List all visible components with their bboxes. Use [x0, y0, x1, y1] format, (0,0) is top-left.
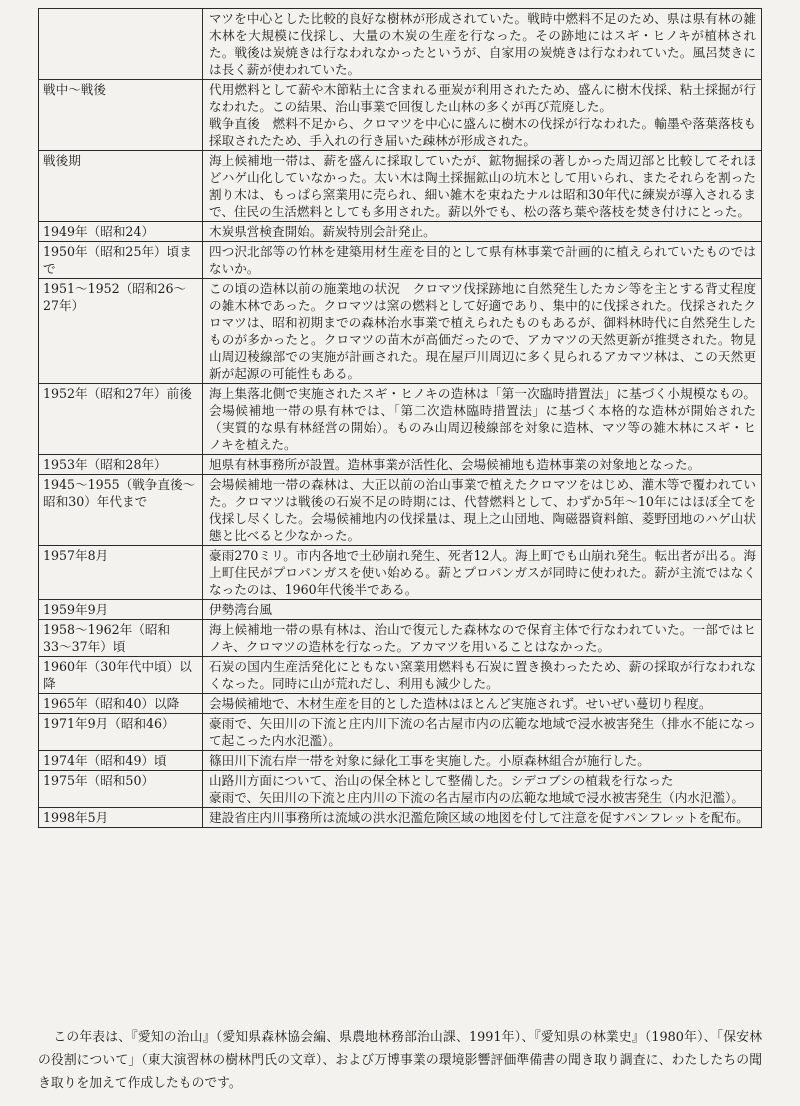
table-row	[39, 694, 762, 714]
event-cell	[203, 279, 762, 384]
period-text: 戦中〜戦後	[43, 82, 106, 97]
period-text: 1959年9月	[43, 602, 109, 617]
period-cell	[39, 384, 203, 455]
period-cell	[39, 657, 203, 694]
event-cell	[203, 600, 762, 620]
period-text: 1975年（昭和50）	[43, 773, 155, 788]
table-row	[39, 242, 762, 279]
period-text: 1974年（昭和49）頃	[43, 753, 167, 768]
event-cell	[203, 242, 762, 279]
event-cell	[203, 151, 762, 222]
period-text: 1965年（昭和40）以降	[43, 696, 180, 711]
period-text: 1952年（昭和27年）前後	[43, 386, 192, 401]
event-cell	[203, 657, 762, 694]
event-cell	[203, 714, 762, 751]
event-text: この頃の造林以前の施業地の状況 クロマツ伐採跡地に自然発生したカシ等を主とする背丈程度の雑木林であった。クロマツは窯の燃料として好適であり、集中的に伐採された。伐採されたクロマツは、昭和初期までの森林治水事業で植えられたものもあるが、御料林時代に自然発生したものが多かったと。クロマツの苗木が高価だったので、アカマツの天然更新が推奨された。物見山周辺稜線部での実施が計画された。現在屋戸川周辺に多く見られるアカマツ林は、この天然更新が起源の可能性もある。	[209, 281, 756, 381]
period-text: 戦後期	[43, 153, 81, 168]
event-text: 建設省庄内川事務所は流域の洪水氾濫危険区域の地図を付して注意を促すパンフレットを配布。	[209, 810, 749, 825]
period-cell	[39, 808, 203, 828]
event-cell	[203, 694, 762, 714]
event-text: 豪雨270ミリ。市内各地で土砂崩れ発生、死者12人。海上町でも山崩れ発生。転出者が出る。海上町住民がプロパンガスを使い始める。薪とプロパンガスが同時に使われた。薪が主流ではなくなったのは、1960年代後半である。	[209, 548, 756, 597]
table-row	[39, 80, 762, 151]
event-text: 代用燃料として薪や木節粘土に含まれる亜炭が利用されたため、盛んに樹木伐採、粘土採掘が行なわれた。この結果、治山事業で回復した山林の多くが再び荒廃した。 戦争直後 燃料不足から、クロマツを中心に盛んに樹木の伐採が行なわれた。輸墨や落葉落枝も採取されたため、手入れの行き届いた疎林が形成された。	[209, 82, 756, 148]
table-row	[39, 455, 762, 475]
table-row	[39, 384, 762, 455]
table-row	[39, 546, 762, 600]
table-row	[39, 751, 762, 771]
period-cell	[39, 279, 203, 384]
event-text: 伊勢湾台風	[209, 602, 272, 617]
period-cell	[39, 751, 203, 771]
event-text: 会場候補地一帯の森林は、大正以前の治山事業で植えたクロマツをはじめ、灌木等で覆われていた。クロマツは戦後の石炭不足の時期には、代替燃料として、わずか5年〜10年にはほぼ全てを伐採し尽くした。会場候補地内の伐採量は、現上之山団地、陶磁器資料館、菱野団地のハゲ山状態と比べると少なかった。	[209, 477, 756, 543]
period-cell	[39, 80, 203, 151]
period-text: 1949年（昭和24）	[43, 224, 155, 239]
period-text: 1958〜1962年（昭和33〜37年）頃	[43, 622, 171, 654]
event-text: マツを中心とした比較的良好な樹林が形成されていた。戦時中燃料不足のため、県は県有林の雑木林を大規模に伐採し、大量の木炭の生産を行なった。その跡地にはスギ・ヒノキが植林された。戦後は炭焼きは行なわれなかったというが、自家用の炭焼きは行なわれていた。風呂焚きには長く薪が使われていた。	[209, 11, 756, 77]
period-cell	[39, 455, 203, 475]
period-cell	[39, 475, 203, 546]
period-cell	[39, 151, 203, 222]
event-cell	[203, 546, 762, 600]
period-cell	[39, 714, 203, 751]
period-text: 1945〜1955（戦争直後〜昭和30）年代まで	[43, 477, 196, 509]
event-cell	[203, 80, 762, 151]
period-cell	[39, 242, 203, 279]
event-text: 石炭の国内生産活発化にともない窯業用燃料も石炭に置き換わったため、薪の採取が行なわれなくなった。同時に山が荒れだし、利用も減少した。	[209, 659, 756, 691]
event-text: 海上集落北側で実施されたスギ・ヒノキの造林は「第一次臨時措置法」に基づく小規模なもの。会場候補地一帯の県有林では、「第二次造林臨時措置法」に基づく本格的な造林が開始された（実質的な県有林経営の開始）。ものみ山周辺稜線部を対象に造林、マツ等の雑木林にスギ・ヒノキを植えた。	[209, 386, 756, 452]
source-note: この年表は、『愛知の治山』（愛知県森林協会編、県農地林務部治山課、1991年）、『愛知県の林業史』（1980年）、「保安林の役割について」（東大演習林の樹林門氏の文章）、および万博事業の環境影響評価準備書の聞き取り調査に、わたしたちの聞き取りを加えて作成したものです。	[38, 1029, 762, 1091]
event-text: 篠田川下流右岸一帯を対象に緑化工事を実施した。小原森林組合が施行した。	[209, 753, 650, 768]
table-row	[39, 600, 762, 620]
period-text: 1953年（昭和28年）	[43, 457, 167, 472]
period-cell	[39, 546, 203, 600]
event-text: 海上候補地一帯の県有林は、治山で復元した森林なので保育主体で行なわれていた。一部ではヒノキ、クロマツの造林を行なった。アカマツを用いることはなかった。	[209, 622, 756, 654]
event-cell	[203, 771, 762, 808]
event-text: 海上候補地一帯は、薪を盛んに採取していたが、鉱物掘採の著しかった周辺部と比較してそれほどハゲ山化していなかった。太い木は陶土採掘鉱山の坑木として用いられ、またそれらを割った割り木は、もっぱら窯業用に売られ、細い雑木を束ねたナルは昭和30年代に練炭が導入されるまで、住民の生活燃料としても多用された。薪以外でも、松の落ち葉や落枝を焚き付けにとった。	[209, 153, 756, 219]
period-text: 1960年（30年代中頃）以降	[43, 659, 192, 691]
period-cell	[39, 9, 203, 80]
event-text: 会場候補地で、木材生産を目的とした造林はほとんど実施されず。せいぜい蔓切り程度。	[209, 696, 712, 711]
event-text: 旭県有林事務所が設置。造林事業が活性化、会場候補地も造林事業の対象地となった。	[209, 457, 701, 472]
chronology-rows	[39, 9, 762, 828]
table-row	[39, 771, 762, 808]
table-row	[39, 475, 762, 546]
table-row	[39, 151, 762, 222]
table-row	[39, 808, 762, 828]
event-cell	[203, 455, 762, 475]
table-row	[39, 222, 762, 242]
period-cell	[39, 771, 203, 808]
event-cell	[203, 384, 762, 455]
event-cell	[203, 9, 762, 80]
period-text: 1950年（昭和25年）頃まで	[43, 244, 192, 276]
period-cell	[39, 620, 203, 657]
period-cell	[39, 694, 203, 714]
period-cell	[39, 222, 203, 242]
event-cell	[203, 808, 762, 828]
table-row	[39, 657, 762, 694]
chronology-table	[38, 8, 762, 828]
event-cell	[203, 222, 762, 242]
event-cell	[203, 751, 762, 771]
period-text: 1998年5月	[43, 810, 109, 825]
event-cell	[203, 620, 762, 657]
event-text: 山路川方面について、治山の保全林として整備した。シデコブシの植栽を行なった 豪雨で、矢田川の下流と庄内川の下流の名古屋市内の広範な地域で浸水被害発生（内水氾濫）。	[209, 773, 744, 805]
period-text: 1957年8月	[43, 548, 109, 563]
table-row	[39, 714, 762, 751]
event-text: 豪雨で、矢田川の下流と庄内川下流の名古屋市内の広範な地域で浸水被害発生（排水不能になって起こった内水氾濫）。	[209, 716, 756, 748]
event-text: 木炭県営検査開始。薪炭特別会計発止。	[209, 224, 436, 239]
event-cell	[203, 475, 762, 546]
period-cell	[39, 600, 203, 620]
table-row	[39, 9, 762, 80]
table-row	[39, 279, 762, 384]
period-text: 1951〜1952（昭和26〜27年）	[43, 281, 187, 313]
period-text: 1971年9月（昭和46）	[43, 716, 175, 731]
event-text: 四つ沢北部等の竹林を建築用材生産を目的として県有林事業で計画的に植えられていたものではないか。	[209, 244, 756, 276]
table-row	[39, 620, 762, 657]
